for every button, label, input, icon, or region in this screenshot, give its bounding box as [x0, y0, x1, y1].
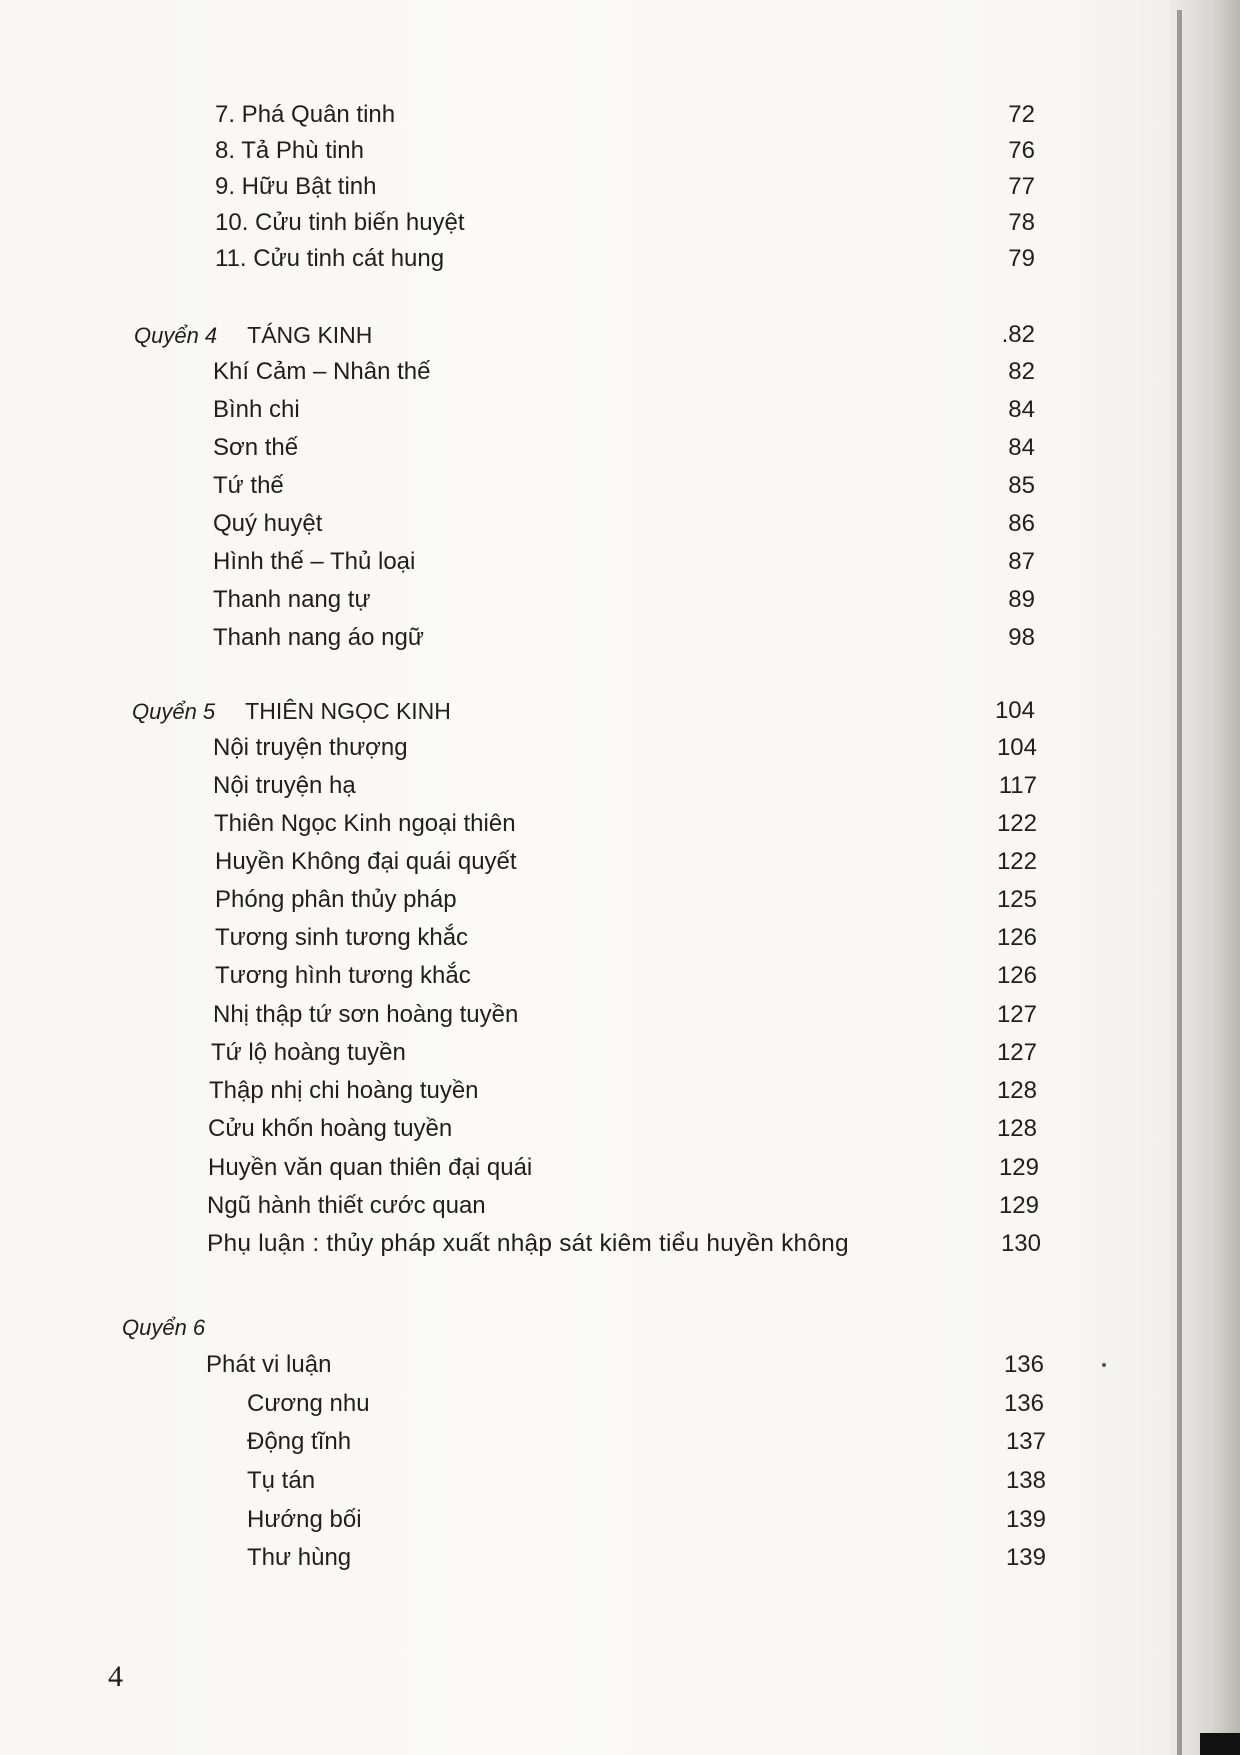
- toc-entry-label: Sơn thế: [213, 434, 299, 461]
- toc-entry-page: 76: [1008, 137, 1035, 164]
- toc-entry-label: Thanh nang áo ngữ: [213, 624, 424, 651]
- section-page: 104: [994, 697, 1035, 724]
- section-title: TÁNG KINH: [247, 322, 373, 348]
- toc-entry: [213, 769, 1037, 803]
- toc-entry-label: Hình thế – Thủ loại: [213, 548, 416, 575]
- section-heading: [132, 694, 1035, 728]
- toc-entry-label: 11. Cửu tinh cát hung: [215, 245, 445, 272]
- toc-entry: [213, 998, 1037, 1032]
- section-volume-label: Quyển 6: [122, 1315, 206, 1340]
- toc-entry-label: Tứ lộ hoàng tuyền: [211, 1039, 406, 1066]
- toc-entry: [247, 1541, 1046, 1575]
- toc-entry-page: 127: [996, 1001, 1037, 1028]
- toc-entry: [247, 1425, 1046, 1459]
- toc-entry-label: Tương sinh tương khắc: [215, 924, 469, 951]
- page-number: 4: [108, 1660, 123, 1693]
- toc-entry-label: Động tĩnh: [247, 1428, 352, 1455]
- toc-entry: [215, 170, 1035, 204]
- toc-entry-page: 127: [996, 1039, 1037, 1066]
- toc-entry: [247, 1464, 1046, 1498]
- toc-entry: [215, 959, 1037, 993]
- toc-entry-page: 82: [1008, 358, 1035, 385]
- toc-entry-page: 79: [1008, 245, 1035, 272]
- toc-entry: [211, 1036, 1037, 1070]
- section-volume-label: Quyển 4: [134, 323, 218, 348]
- toc-entry-label: Khí Cảm – Nhân thế: [213, 358, 431, 385]
- toc-entry-label: Nội truyện thượng: [213, 734, 408, 761]
- toc-entry-label: Tụ tán: [247, 1467, 316, 1494]
- toc-entry-label: Huyền Không đại quái quyết: [215, 848, 517, 875]
- section-page: .82: [1001, 321, 1035, 348]
- toc-entry: [208, 1151, 1039, 1185]
- toc-entry: [247, 1503, 1046, 1537]
- section-heading: [122, 1310, 422, 1344]
- toc-entry: [247, 1387, 1044, 1421]
- toc-entry: [215, 883, 1037, 917]
- toc-entry-page: 126: [996, 962, 1037, 989]
- toc-entry-label: Nội truyện hạ: [213, 772, 356, 799]
- toc-entry: [215, 134, 1035, 168]
- toc-entry-page: 136: [1003, 1351, 1044, 1378]
- toc-entry-label: 10. Cửu tinh biến huyệt: [215, 209, 465, 236]
- section-heading: [134, 318, 1035, 352]
- toc-entry-label: Hướng bối: [247, 1506, 362, 1533]
- toc-entry: [215, 98, 1035, 132]
- toc-entry-page: 122: [996, 810, 1037, 837]
- toc-entry-page: 130: [1000, 1230, 1041, 1257]
- toc-entry-label: Phụ luận : thủy pháp xuất nhập sát kiêm tiểu huyền không: [207, 1230, 849, 1257]
- toc-entry-page: 84: [1008, 396, 1035, 423]
- toc-entry-label: Thư hùng: [247, 1544, 352, 1571]
- toc-entry-page: 129: [998, 1154, 1039, 1181]
- toc-entry-label: Phóng phân thủy pháp: [215, 886, 457, 913]
- ink-speck: [1102, 1363, 1106, 1367]
- toc-entry: [213, 431, 1035, 465]
- toc-entry: [213, 583, 1035, 617]
- toc-entry: [213, 545, 1035, 579]
- toc-entry-label: Thanh nang tự: [213, 586, 371, 613]
- toc-entry-page: 128: [996, 1115, 1037, 1142]
- toc-entry: [206, 1348, 1044, 1382]
- toc-entry: [207, 1189, 1039, 1223]
- toc-entry-page: 78: [1008, 209, 1035, 236]
- toc-entry-page: 125: [996, 886, 1037, 913]
- toc-entry-page: 137: [1005, 1428, 1046, 1455]
- toc-entry-label: Tứ thế: [213, 472, 284, 499]
- toc-entry: [213, 355, 1035, 389]
- toc-entry-label: Quý huyệt: [213, 510, 323, 537]
- toc-entry-page: 86: [1008, 510, 1035, 537]
- toc-entry: [215, 921, 1037, 955]
- toc-entry: [215, 845, 1037, 879]
- toc-entry-label: Thiên Ngọc Kinh ngoại thiên: [214, 810, 516, 837]
- toc-entry-page: 138: [1005, 1467, 1046, 1494]
- toc-entry-page: 85: [1008, 472, 1035, 499]
- toc-entry-label: Nhị thập tứ sơn hoàng tuyền: [213, 1001, 519, 1028]
- toc-entry: [214, 807, 1037, 841]
- toc-entry-page: 117: [998, 772, 1037, 799]
- toc-entry: [208, 1112, 1037, 1146]
- toc-entry-page: 136: [1003, 1390, 1044, 1417]
- toc-entry-label: Tương hình tương khắc: [215, 962, 471, 989]
- toc-entry-label: Thập nhị chi hoàng tuyền: [209, 1077, 479, 1104]
- toc-entry: [209, 1074, 1037, 1108]
- toc-entry-label: Huyền văn quan thiên đại quái: [208, 1154, 533, 1181]
- toc-entry-page: 129: [998, 1192, 1039, 1219]
- toc-entry-page: 128: [996, 1077, 1037, 1104]
- toc-entry-label: Bình chi: [213, 396, 300, 423]
- section-title: THIÊN NGỌC KINH: [245, 698, 451, 724]
- toc-entry-label: 8. Tả Phù tinh: [215, 137, 364, 164]
- toc-entry-label: 7. Phá Quân tinh: [215, 101, 396, 128]
- toc-entry-page: 84: [1008, 434, 1035, 461]
- toc-entry: [215, 206, 1035, 240]
- toc-entry-label: Ngũ hành thiết cước quan: [207, 1192, 486, 1219]
- toc-entry-page: 87: [1008, 548, 1035, 575]
- toc-entry: [213, 507, 1035, 541]
- toc-entry-page: 139: [1005, 1506, 1046, 1533]
- toc-entry-label: Cửu khốn hoàng tuyền: [208, 1115, 453, 1142]
- toc-entry-page: 77: [1008, 173, 1035, 200]
- toc-entry: [213, 393, 1035, 427]
- toc-entry: [207, 1227, 1041, 1261]
- toc-entry-label: Cương nhu: [247, 1390, 370, 1417]
- toc-entry-page: 104: [996, 734, 1037, 761]
- toc-entry: [213, 731, 1037, 765]
- toc-entry-label: 9. Hữu Bật tinh: [215, 173, 377, 200]
- toc-entry: [213, 621, 1035, 655]
- section-volume-label: Quyển 5: [132, 699, 216, 724]
- toc-entry-page: 122: [996, 848, 1037, 875]
- toc-entry-page: 139: [1005, 1544, 1046, 1571]
- toc-entry-page: 126: [996, 924, 1037, 951]
- toc-entry-page: 98: [1008, 624, 1035, 651]
- toc-entry: [213, 469, 1035, 503]
- toc-entry: [215, 242, 1035, 276]
- toc-entry-page: 89: [1008, 586, 1035, 613]
- toc-entry-page: 72: [1008, 101, 1035, 128]
- toc-entry-label: Phát vi luận: [206, 1351, 332, 1378]
- scan-corner-shadow: [1200, 1733, 1240, 1755]
